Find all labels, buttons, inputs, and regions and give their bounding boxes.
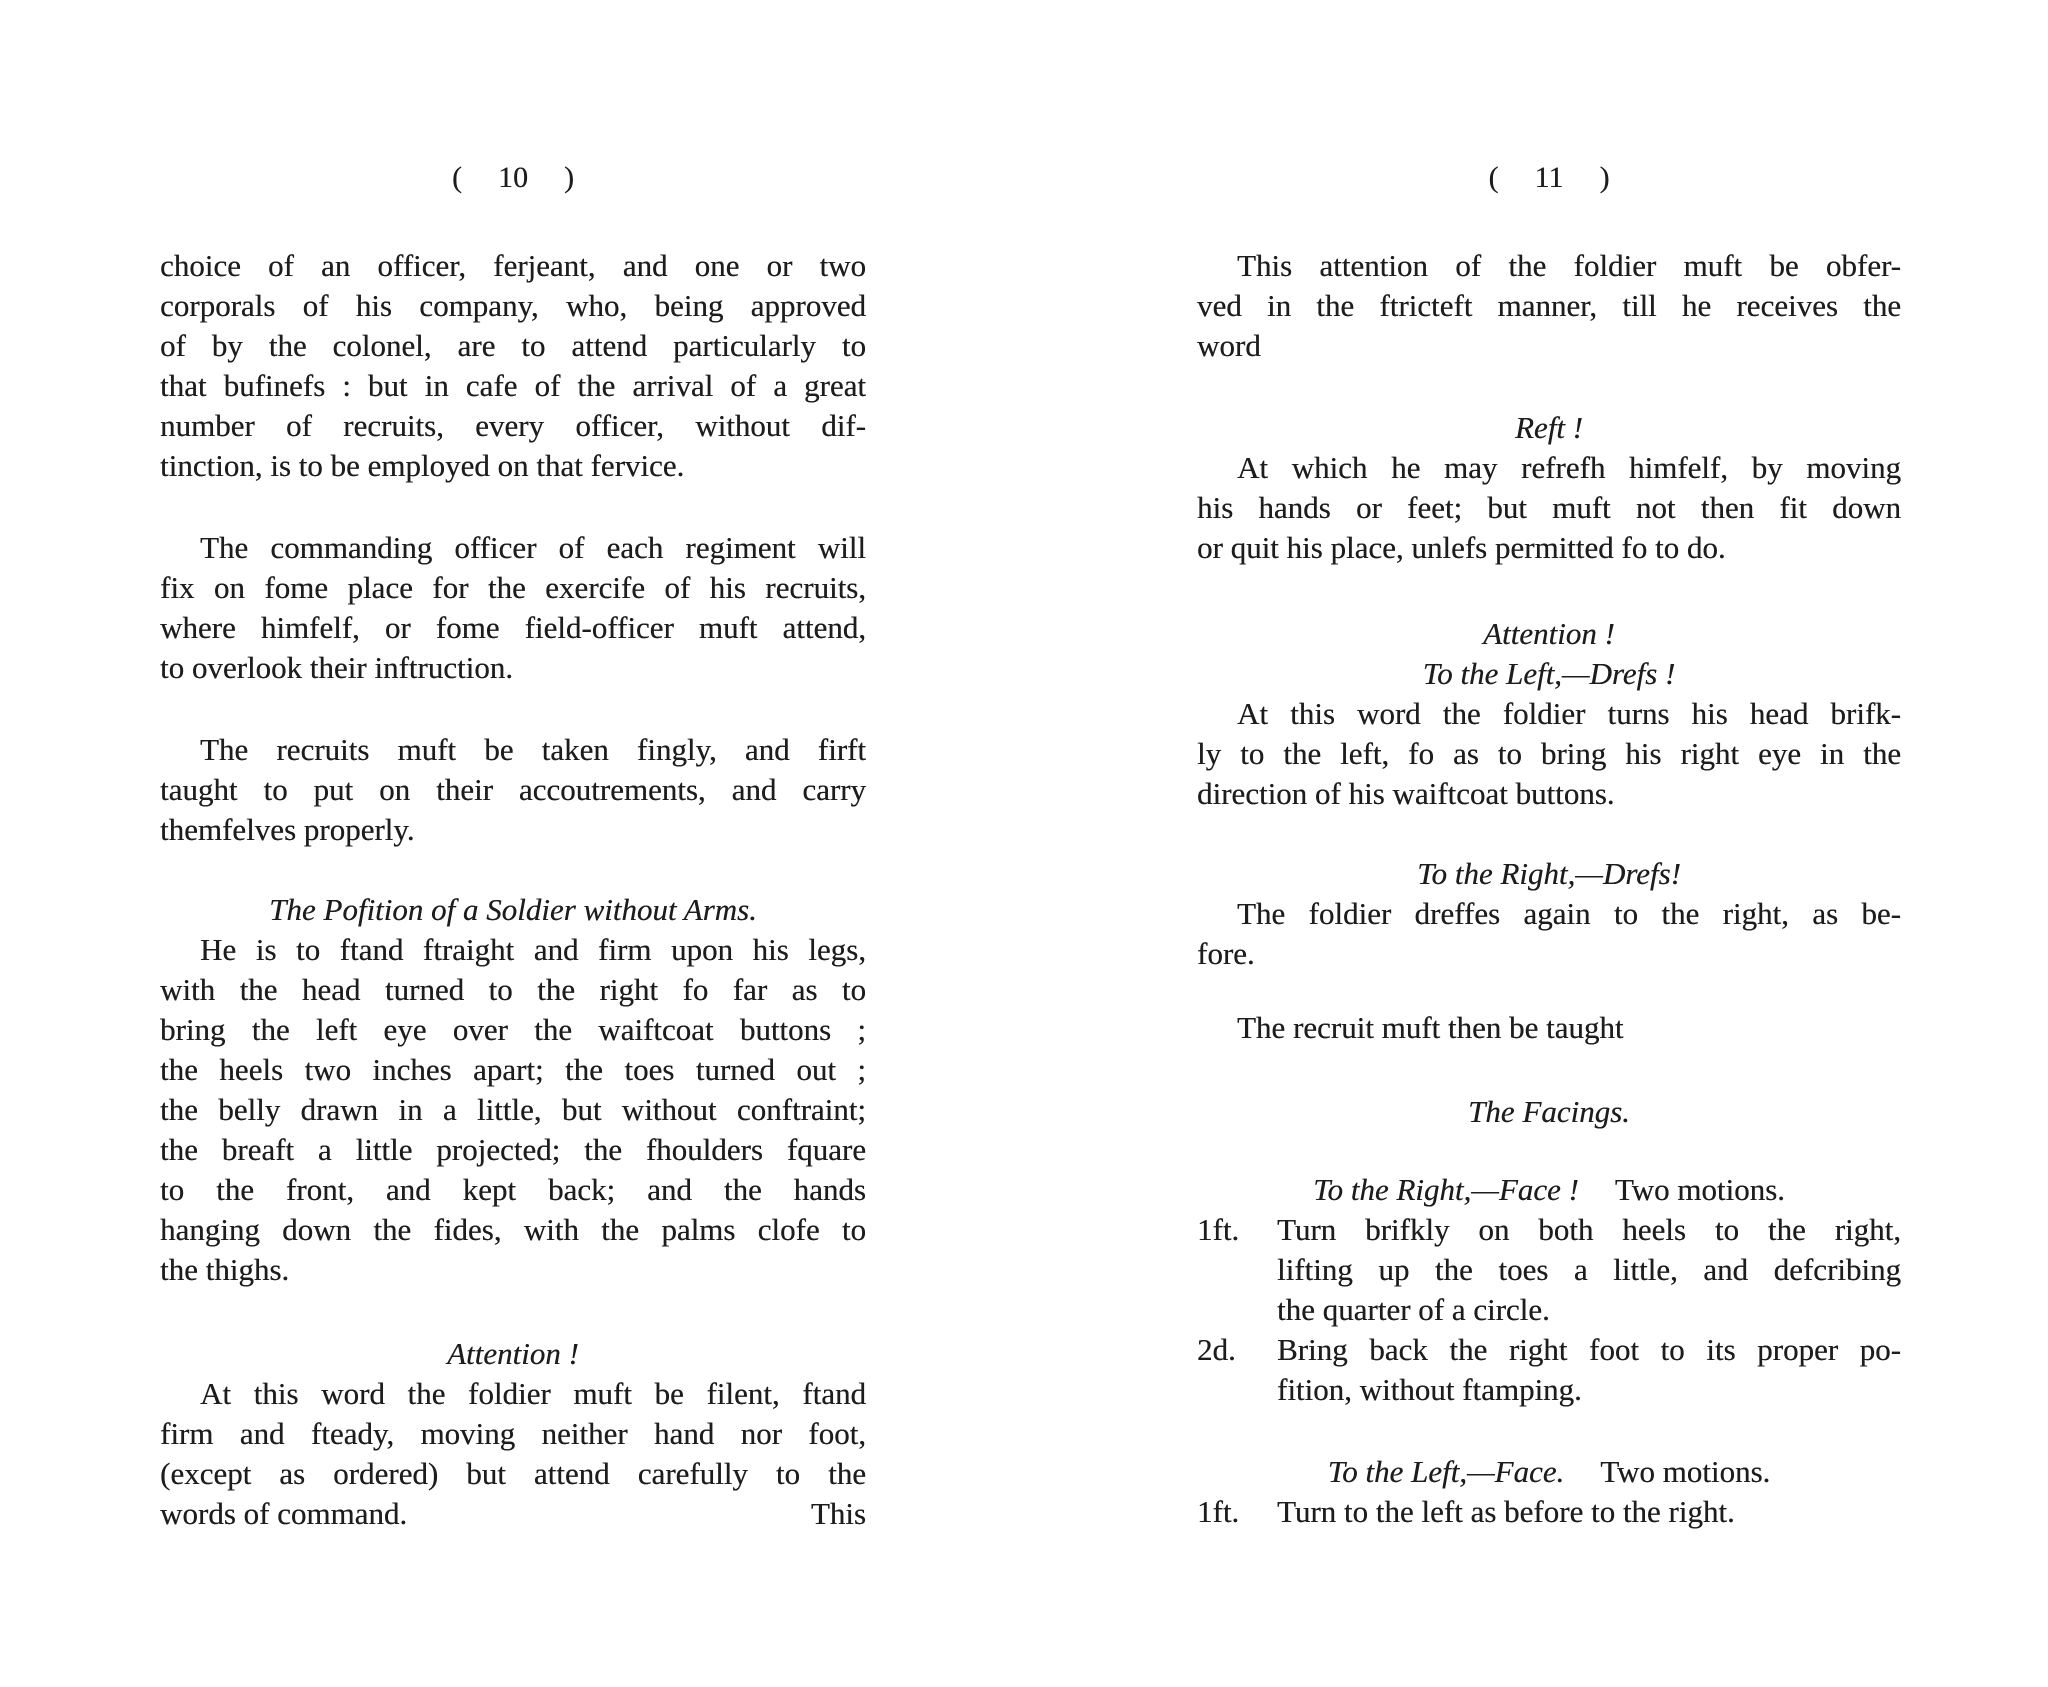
paragraph: [1197, 694, 1901, 814]
text-line: to overlook their inftruction.: [160, 650, 513, 685]
text-line: or quit his place, unlefs permitted fo to do.: [1197, 530, 1726, 565]
text-line: with the head turned to the right fo far as to: [160, 972, 866, 1007]
text-line: direction of his waiftcoat buttons.: [1197, 776, 1615, 811]
text-line: to the front, and kept back; and the hands: [160, 1172, 866, 1207]
list-item: [1197, 1330, 1901, 1410]
text-line: firm and fteady, moving neither hand nor foot,: [160, 1416, 866, 1451]
text-line: where himfelf, or fome field-officer muft attend,: [160, 610, 866, 645]
paragraph: [160, 730, 866, 850]
paragraph: [160, 1374, 866, 1534]
paren-open: (: [452, 161, 462, 194]
paragraph: [160, 528, 866, 688]
text-line: word: [1197, 328, 1261, 363]
page-number: [160, 158, 866, 198]
text-line: the thighs.: [160, 1252, 290, 1287]
paragraph: [1197, 894, 1901, 974]
text-line: Bring back the right foot to its proper po-: [1277, 1332, 1901, 1367]
text-line: fix on fome place for the exercife of his recruits,: [160, 570, 866, 605]
text-line: [160, 1494, 866, 1534]
text-line: lifting up the toes a little, and defcribing: [1277, 1252, 1901, 1287]
page-text: [1197, 246, 1901, 1532]
page-left: [160, 158, 866, 1534]
list-text: [1277, 1492, 1901, 1532]
text-line: ly to the left, fo as to bring his right eye in the: [1197, 736, 1901, 771]
text-line: Turn brifkly on both heels to the right,: [1277, 1212, 1901, 1247]
page-number-value: 11: [1534, 161, 1564, 194]
text-line: The recruits muft be taken fingly, and firft: [200, 732, 866, 767]
text-line: (except as ordered) but attend carefully to the: [160, 1456, 866, 1491]
list-marker: 1ft.: [1197, 1494, 1240, 1529]
command-heading: [1197, 1452, 1901, 1492]
catchword: This: [810, 1496, 866, 1531]
page-text: [160, 246, 866, 1534]
text-line: The foldier dreffes again to the right, as be-: [1237, 896, 1901, 931]
paragraph: [160, 930, 866, 1290]
text-line: The recruit muft then be taught: [1237, 1010, 1624, 1045]
text-line: fition, without ftamping.: [1277, 1372, 1582, 1407]
list-item: [1197, 1210, 1901, 1330]
text-line: ved in the ftricteft manner, till he receives the: [1197, 288, 1901, 323]
text-line: the breaft a little projected; the fhoulders fquare: [160, 1132, 866, 1167]
text-line: the quarter of a circle.: [1277, 1292, 1550, 1327]
text-line: the heels two inches apart; the toes turned out ;: [160, 1052, 866, 1087]
text-line: At this word the foldier turns his head brifk-: [1237, 696, 1901, 731]
section-heading: To the Right,—Drefs!: [1417, 856, 1681, 891]
text-line: hanging down the fides, with the palms clofe to: [160, 1212, 866, 1247]
text-line: He is to ftand ftraight and firm upon his legs,: [200, 932, 866, 967]
text-line: fore.: [1197, 936, 1255, 971]
motions-text: Two motions.: [1600, 1454, 1771, 1489]
paren-close: ): [1599, 161, 1610, 194]
text-line: Turn to the left as before to the right.: [1277, 1494, 1735, 1529]
list-text: [1277, 1210, 1901, 1330]
text-line: tinction, is to be employed on that fervice.: [160, 448, 685, 483]
text-line: taught to put on their accoutrements, and carry: [160, 772, 866, 807]
text-line: number of recruits, every officer, without dif-: [160, 408, 866, 443]
paren-close: ): [564, 161, 574, 194]
motions-text: Two motions.: [1614, 1172, 1785, 1207]
paragraph: [1197, 448, 1901, 568]
line-text: words of command.: [160, 1496, 408, 1531]
section-heading: The Pofition of a Soldier without Arms.: [269, 892, 757, 927]
text-line: the belly drawn in a little, but without conftraint;: [160, 1092, 866, 1127]
command-heading: [1197, 1170, 1901, 1210]
command-text: To the Right,—Face !: [1313, 1172, 1579, 1207]
text-line: At which he may refrefh himfelf, by moving: [1237, 450, 1901, 485]
text-line: that bufinefs : but in cafe of the arrival of a great: [160, 368, 866, 403]
section-heading: To the Left,—Drefs !: [1422, 656, 1676, 691]
list-text: [1277, 1330, 1901, 1410]
text-line: choice of an officer, ferjeant, and one or two: [160, 248, 866, 283]
page-number: [1197, 158, 1901, 198]
paragraph: [1197, 246, 1901, 366]
text-line: corporals of his company, who, being approved: [160, 288, 866, 323]
section-heading: Reft !: [1515, 410, 1583, 445]
text-line: At this word the foldier muft be filent, ftand: [200, 1376, 866, 1411]
section-heading: Attention !: [1483, 616, 1615, 651]
text-line: of by the colonel, are to attend particularly to: [160, 328, 866, 363]
list-marker: 1ft.: [1197, 1212, 1240, 1247]
text-line: This attention of the foldier muft be obfer-: [1237, 248, 1901, 283]
text-line: themfelves properly.: [160, 812, 415, 847]
list-marker: 2d.: [1197, 1332, 1236, 1367]
page-right: [1197, 158, 1901, 1532]
section-heading: The Facings.: [1468, 1094, 1630, 1129]
paragraph: [1197, 1008, 1901, 1048]
text-line: his hands or feet; but muft not then fit down: [1197, 490, 1901, 525]
paren-open: (: [1488, 161, 1499, 194]
text-line: The commanding officer of each regiment will: [200, 530, 866, 565]
text-line: bring the left eye over the waiftcoat buttons ;: [160, 1012, 866, 1047]
section-heading: Attention !: [447, 1336, 579, 1371]
paragraph: [160, 246, 866, 486]
page-number-value: 10: [498, 161, 528, 194]
command-text: To the Left,—Face.: [1327, 1454, 1565, 1489]
list-item: [1197, 1492, 1901, 1532]
